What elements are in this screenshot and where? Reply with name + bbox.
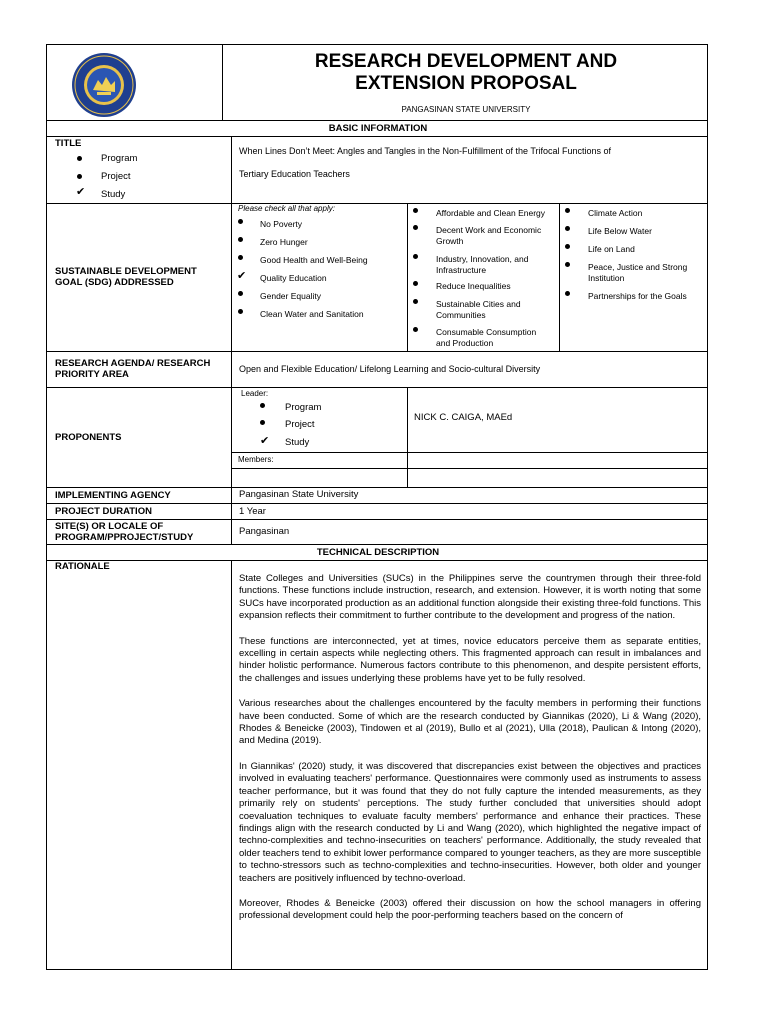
- bullet-icon: [413, 254, 418, 259]
- bullet-icon: [413, 281, 418, 286]
- university-logo: [71, 52, 137, 118]
- rationale-paragraph: These functions are interconnected, yet at times, novice educators perceive them as separate entities, excelling in certain aspects while neglecting others. This fragmented approach can result in imbalances and hinder holistic performance. Numerous factors contribute to this phenomenon, and despite persistent efforts, the challenges and issues underlying these problems have yet to be fully resolved.: [239, 635, 701, 684]
- research-agenda-label: [55, 358, 210, 380]
- research-agenda-value: Open and Flexible Education/ Lifelong Learning and Socio-cultural Diversity: [239, 364, 541, 374]
- sdg-item: Peace, Justice and Strong Institution: [588, 262, 688, 283]
- implementing-agency-value: Pangasinan State University: [239, 489, 359, 500]
- project-duration-label: PROJECT DURATION: [55, 506, 152, 517]
- bullet-icon: [238, 309, 243, 314]
- sdg-item: Partnerships for the Goals: [588, 291, 687, 301]
- proponent-option-study: Study: [285, 437, 310, 448]
- title-text-line2: Tertiary Education Teachers: [239, 169, 350, 179]
- checkmark-icon: ✔: [260, 435, 270, 447]
- title-text-line1: When Lines Don’t Meet: Angles and Tangles in the Non-Fulfillment of the Trifocal Functions of: [239, 146, 612, 156]
- sdg-item: Decent Work and Economic Growth: [436, 225, 542, 246]
- leader-name: NICK C. CAIGA, MAEd: [414, 412, 513, 423]
- rationale-paragraph: State Colleges and Universities (SUCs) in the Philippines serve the countrymen through their three-fold functions. These functions include instruction, research, and extension. However, it is worth noting that some SUCs have incorporated production as an additional function alongside their existing three-fold functions. This expansion reflects their commitment to further contribute to the development and progress of the nation.: [239, 573, 701, 622]
- sdg-item: Clean Water and Sanitation: [260, 309, 364, 319]
- technical-description-heading: TECHNICAL DESCRIPTION: [316, 547, 440, 558]
- bullet-icon: [565, 244, 570, 249]
- bullet-icon: [413, 225, 418, 230]
- leader-label: Leader:: [241, 389, 269, 398]
- bullet-icon: [413, 208, 418, 213]
- sdg-item: No Poverty: [260, 219, 303, 229]
- bullet-icon: [260, 403, 265, 408]
- site-label: [55, 521, 193, 543]
- rationale-paragraph: In Giannikas' (2020) study, it was discovered that discrepancies exist between the objectives and practices involved in evaluating teachers' performance. Questionnaires were commonly used as instruments to assess teacher performance, but it was found that they do not fully capture the intended measurements, as they primarily rely on students' perceptions. The study further concluded that universities should adopt coevaluation techniques to evaluate faculty members' performance and enhance their practices. These findings align with the research conducted by Li and Wang (2020), which highlighted the negative impact of techno-complexities and techno-insecurities on teachers' performance. Additionally, the study revealed that older teachers tend to exhibit lower performance compared to younger teachers, as they are more susceptible to techno-stressors such as techno-complexities and techno-insecurities. However, both older and younger teachers are positively influenced by techno-overload.: [239, 760, 701, 884]
- sdg-item: Life Below Water: [588, 226, 652, 236]
- bullet-icon: [413, 327, 418, 332]
- implementing-agency-label: IMPLEMENTING AGENCY: [55, 490, 171, 501]
- title-option-study: Study: [101, 189, 126, 200]
- research-agenda-label-line1: RESEARCH AGENDA/ RESEARCH: [55, 358, 211, 369]
- bullet-icon: [238, 255, 243, 260]
- research-agenda-label-line2: PRIORITY AREA: [55, 369, 129, 380]
- proposal-form: [46, 44, 708, 970]
- sdg-label: [55, 266, 197, 288]
- title-option-program: Program: [101, 153, 138, 164]
- bullet-icon: [413, 299, 418, 304]
- sdg-item: Gender Equality: [260, 291, 321, 301]
- document-title-line1: RESEARCH DEVELOPMENT AND: [314, 51, 618, 72]
- site-value: Pangasinan: [239, 526, 290, 537]
- sdg-label-line2: GOAL (SDG) ADDRESSED: [55, 277, 174, 288]
- title-option-project: Project: [101, 171, 131, 182]
- sdg-item-checked: Quality Education: [260, 273, 327, 283]
- bullet-icon: [565, 226, 570, 231]
- rationale-body: [239, 573, 701, 970]
- site-label-line1: SITE(S) OR LOCALE OF: [55, 521, 164, 532]
- bullet-icon: [565, 291, 570, 296]
- bullet-icon: [565, 262, 570, 267]
- sdg-item: Good Health and Well-Being: [260, 255, 368, 265]
- sdg-instruction: Please check all that apply:: [238, 204, 335, 213]
- bullet-icon: [238, 237, 243, 242]
- checkmark-icon: ✔: [237, 270, 247, 282]
- checkmark-icon: ✔: [76, 186, 86, 198]
- bullet-icon: [260, 420, 265, 425]
- proponent-option-program: Program: [285, 402, 322, 413]
- sdg-item: Affordable and Clean Energy: [436, 208, 546, 218]
- rationale-paragraph: Various researches about the challenges encountered by the faculty members in performing their functions have been conducted. Some of which are the research conducted by Giannikas (2020), Li & Wang (2020), Rhodes & Beneicke (2003), Tindowen et al (2019), Bullo et al (2021), Ulla (2018), Paulican & Intong (2020), and Medina (2019).: [239, 698, 701, 747]
- bullet-icon: [77, 156, 82, 161]
- university-name: PANGASINAN STATE UNIVERSITY: [401, 105, 531, 114]
- sdg-item: Consumable Consumption and Production: [436, 327, 537, 348]
- sdg-item: Reduce Inequalities: [436, 281, 511, 291]
- bullet-icon: [238, 291, 243, 296]
- basic-information-heading: BASIC INFORMATION: [328, 123, 428, 134]
- rationale-label: RATIONALE: [55, 561, 110, 572]
- rationale-paragraph: Moreover, Rhodes & Beneicke (2003) offered their discussion on how the school managers in offering professional development could help the poor-performing teachers based on the concern of: [239, 897, 701, 922]
- bullet-icon: [565, 208, 570, 213]
- project-duration-value: 1 Year: [239, 506, 266, 517]
- proponent-option-project: Project: [285, 419, 315, 430]
- bullet-icon: [238, 219, 243, 224]
- sdg-item: Climate Action: [588, 208, 643, 218]
- members-label: Members:: [238, 455, 274, 464]
- document-title-line2: EXTENSION PROPOSAL: [355, 73, 577, 94]
- title-label: TITLE: [55, 138, 82, 149]
- sdg-item: Industry, Innovation, and Infrastructure: [436, 254, 529, 275]
- sdg-item: Life on Land: [588, 244, 635, 254]
- bullet-icon: [77, 174, 82, 179]
- proponents-label: PROPONENTS: [55, 432, 122, 443]
- sdg-item: Sustainable Cities and Communities: [436, 299, 521, 320]
- sdg-label-line1: SUSTAINABLE DEVELOPMENT: [55, 266, 197, 277]
- sdg-item: Zero Hunger: [260, 237, 308, 247]
- site-label-line2: PROGRAM/PPROJECT/STUDY: [55, 532, 194, 543]
